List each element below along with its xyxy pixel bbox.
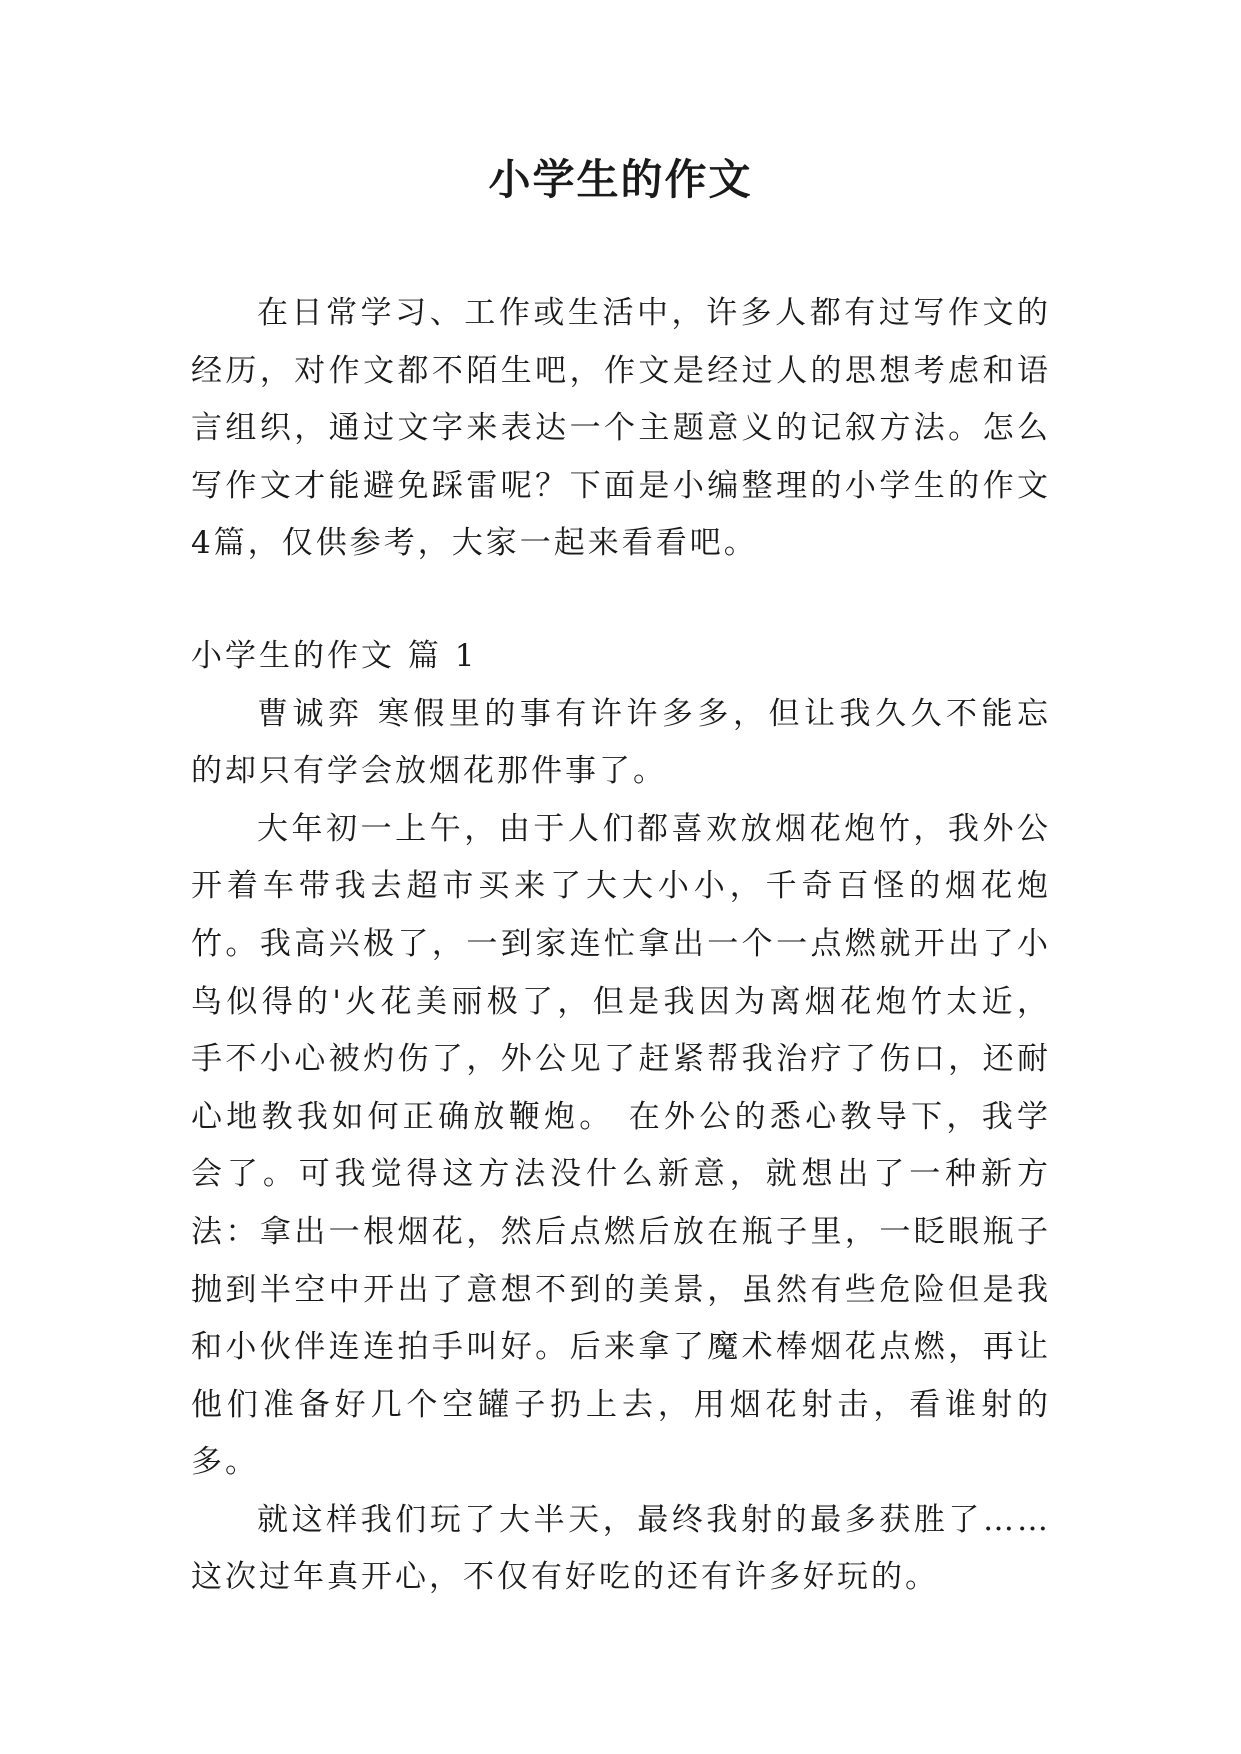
body-paragraph: 就这样我们玩了大半天，最终我射的最多获胜了……这次过年真开心，不仅有好吃的还有许多好玩的。 (191, 1501, 1051, 1596)
document-title: 小学生的作文 (488, 155, 753, 204)
section-heading: 小学生的作文 篇 1 (191, 637, 478, 674)
body-paragraph: 大年初一上午，由于人们都喜欢放烟花炮竹，我外公开着车带我去超市买来了大大小小，千奇百怪的烟花炮竹。我高兴极了，一到家连忙拿出一个一点燃就开出了小鸟似得的'火花美丽极了，但是我因为离烟花炮竹太近，手不小心被灼伤了，外公见了赶紧帮我治疗了伤口，还耐心地教我如何正确放鞭炮。 在外公的悉心教导下，我学会了。可我觉得这方法没什么新意，就想出了一种新方法：拿出一根烟花，然后点燃后放在瓶子里，一眨眼瓶子抛到半空中开出了意想不到的美景，虽然有些危险但是我和小伙伴连连拍手叫好。后来拿了魔术棒烟花点燃，再让他们准备好几个空罐子扔上去，用烟花射击，看谁射的多。 (191, 810, 1051, 1481)
section-1 (191, 628, 1051, 1607)
intro-paragraph: 在日常学习、工作或生活中，许多人都有过写作文的经历，对作文都不陌生吧，作文是经过人的思想考虑和语言组织，通过文字来表达一个主题意义的记叙方法。怎么写作文才能避免踩雷呢？下面是小编整理的小学生的作文4篇，仅供参考，大家一起来看看吧。 (191, 295, 1051, 562)
body-paragraph: 曹诚弈 寒假里的事有许许多多，但让我久久不能忘的却只有学会放烟花那件事了。 (191, 695, 1051, 790)
document-body (191, 285, 1051, 1607)
